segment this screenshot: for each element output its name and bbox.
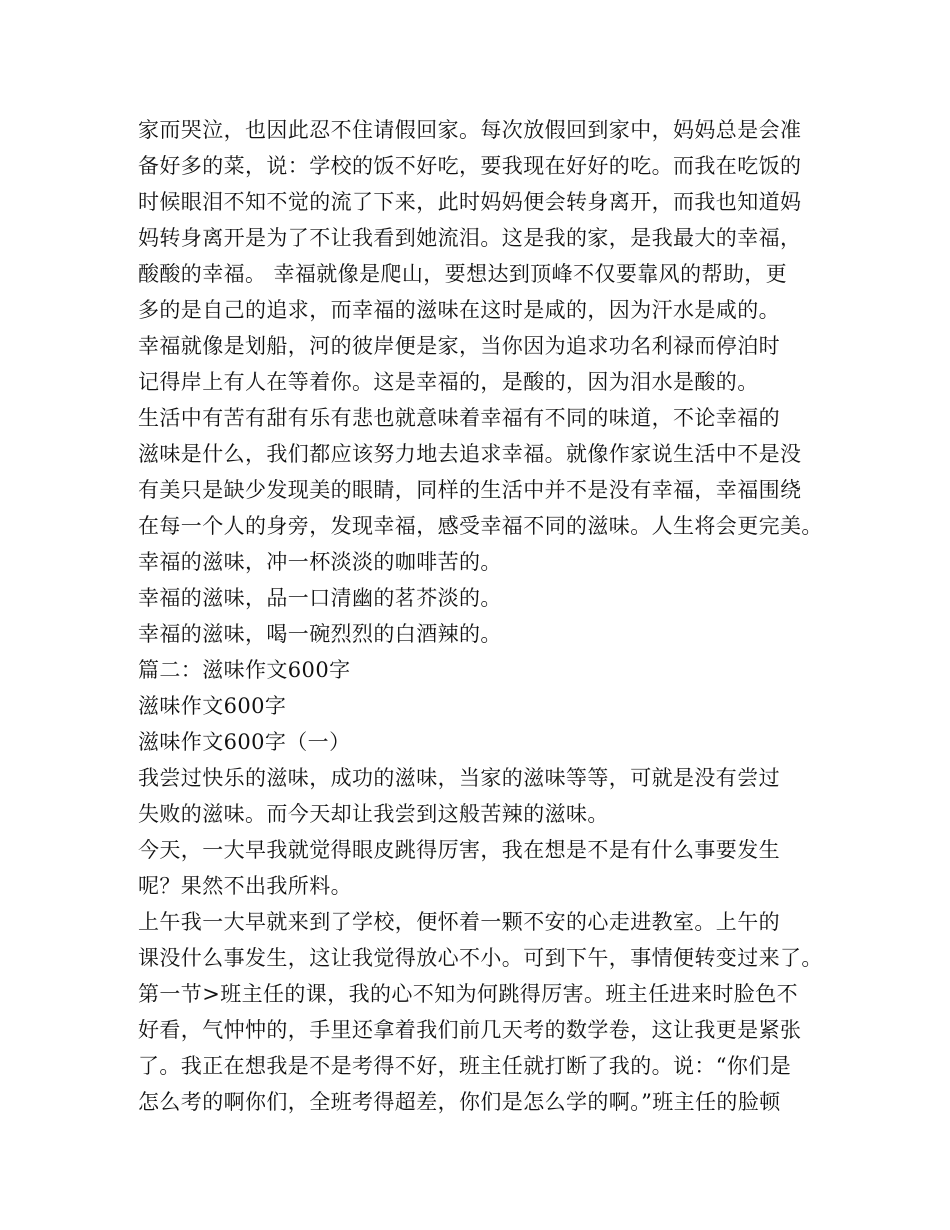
text-line: 妈转身离开是为了不让我看到她流泪。这是我的家，是我最大的幸福， (138, 226, 802, 250)
article-title: 滋味作文600字 (138, 694, 287, 718)
text-line: 我尝过快乐的滋味，成功的滋味，当家的滋味等等，可就是没有尝过 (138, 766, 780, 790)
text-line: 上午我一大早就来到了学校，便怀着一颗不安的心走进教室。上午的 (138, 910, 780, 934)
text-line: 第一节>班主任的课，我的心不知为何跳得厉害。班主任进来时脸色不 (138, 982, 798, 1006)
text-line: 滋味是什么，我们都应该努力地去追求幸福。就像作家说生活中不是没 (138, 442, 802, 466)
text-line: 幸福就像是划船，河的彼岸便是家，当你因为追求功名利禄而停泊时 (138, 334, 780, 358)
text-line: 酸酸的幸福。 幸福就像是爬山，要想达到顶峰不仅要靠风的帮助，更 (138, 262, 788, 286)
text-line: 今天，一大早我就觉得眼皮跳得厉害，我在想是不是有什么事要发生 (138, 838, 780, 862)
text-line: 时候眼泪不知不觉的流了下来，此时妈妈便会转身离开，而我也知道妈 (138, 190, 802, 214)
text-line: 有美只是缺少发现美的眼睛，同样的生活中并不是没有幸福，幸福围绕 (138, 478, 802, 502)
text-line: 好看，气忡忡的，手里还拿着我们前几天考的数学卷，这让我更是紧张 (138, 1018, 802, 1042)
text-line: 呢？果然不出我所料。 (138, 874, 352, 898)
text-line: 备好多的菜，说：学校的饭不好吃，要我现在好好的吃。而我在吃饭的 (138, 154, 802, 178)
text-line: 生活中有苦有甜有乐有悲也就意味着幸福有不同的味道，不论幸福的 (138, 406, 780, 430)
text-line: 记得岸上有人在等着你。这是幸福的，是酸的，因为泪水是酸的。 (138, 370, 759, 394)
section-heading: 篇二：滋味作文600字 (138, 658, 351, 682)
text-line: 失败的滋味。而今天却让我尝到这般苦辣的滋味。 (138, 802, 609, 826)
text-line: 多的是自己的追求，而幸福的滋味在这时是咸的，因为汗水是咸的。 (138, 298, 780, 322)
text-line: 课没什么事发生，这让我觉得放心不小。可到下午，事情便转变过来了。 (138, 946, 823, 970)
text-line: 在每一个人的身旁，发现幸福，感受幸福不同的滋味。人生将会更完美。 (138, 514, 823, 538)
text-line: 幸福的滋味，冲一杯淡淡的咖啡苦的。 (138, 550, 502, 574)
text-line: 了。我正在想我是不是考得不好，班主任就打断了我的。说：“你们是 (138, 1054, 792, 1078)
article-subtitle: 滋味作文600字（一） (138, 730, 351, 754)
text-line: 幸福的滋味，品一口清幽的茗芥淡的。 (138, 586, 502, 610)
text-line: 怎么考的啊你们，全班考得超差，你们是怎么学的啊。”班主任的脸顿 (138, 1090, 781, 1114)
text-line: 幸福的滋味，喝一碗烈烈的白酒辣的。 (138, 622, 502, 646)
text-line: 家而哭泣，也因此忍不住请假回家。每次放假回到家中，妈妈总是会准 (138, 118, 802, 142)
